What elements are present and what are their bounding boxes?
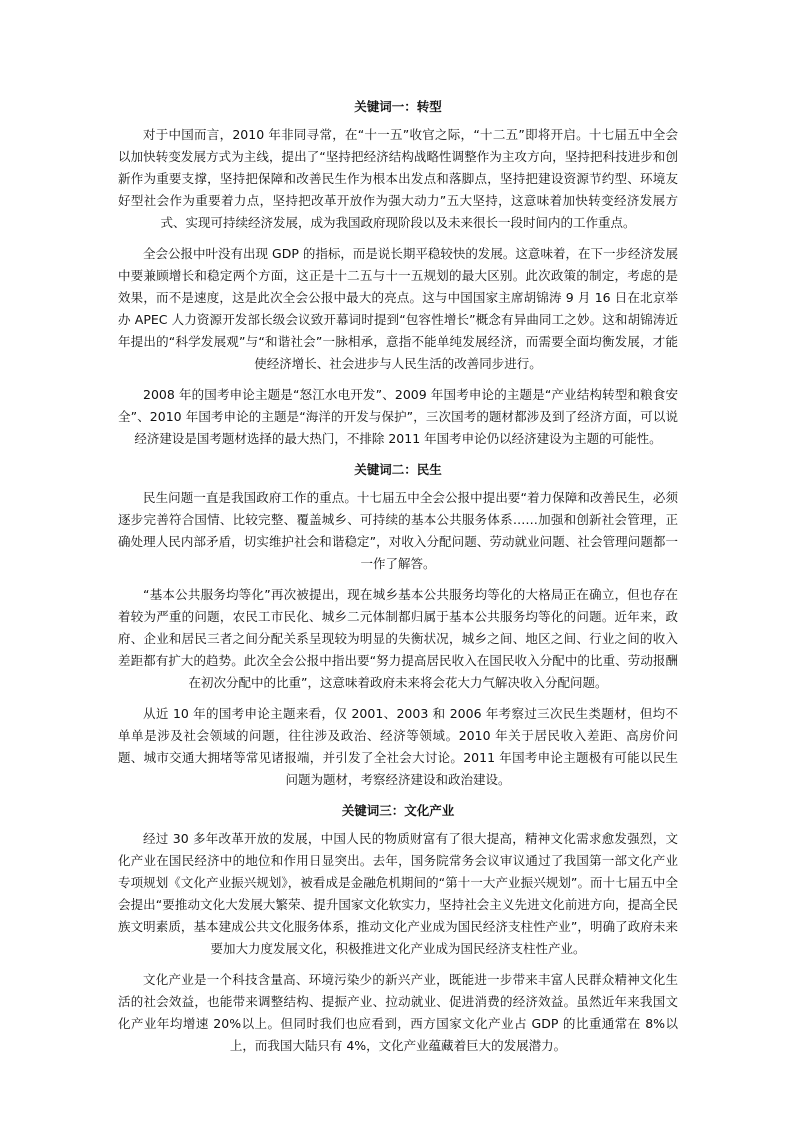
paragraph: 全会公报中叶没有出现 GDP 的指标，而是说长期平稳较快的发展。这意味着，在下一步经济发展中要兼顾增长和稳定两个方面，这正是十二五与十一五规划的最大区别。此次政策的制定，考虑的是效果，而不是速度，这是此次全会公报中最大的亮点。这与中国国家主席胡锦涛 9 月 16 日在北京举办 APEC 人力资源开发部长级会议致开幕词时提到“包容性增长”概念有异曲同工之妙。这和胡锦涛近年提出的“科学发展观”与“和谐社会”一脉相承，意指不能单纯发展经济，而需要全面均衡发展，才能使经济增长、社会进步与人民生活的改善同步进行。 (118, 246, 678, 371)
paragraph: 文化产业是一个科技含量高、环境污染少的新兴产业，既能进一步带来丰富人民群众精神文化生活的社会效益，也能带来调整结构、提振产业、拉动就业、促进消费的经济效益。虽然近年来我国文化产业年均增速 20%以上。但同时我们也应看到，西方国家文化产业占 GDP 的比重通常在 8%以上，而我国大陆只有 4%，文化产业蕴藏着巨大的发展潜力。 (118, 972, 678, 1053)
paragraph: 对于中国而言，2010 年非同寻常，在“十一五”收官之际，“十二五”即将开启。十七届五中全会以加快转变发展方式为主线，提出了“坚持把经济结构战略性调整作为主攻方向，坚持把科技进步和创新作为重要支撑，坚持把保障和改善民生作为根本出发点和落脚点，坚持把建设资源节约型、环境友好型社会作为重要着力点，坚持把改革开放作为强大动力”五大坚持，这意味着加快转变经济发展方式、实现可持续经济发展，成为我国政府现阶段以及未来很长一段时间内的工作重点。 (118, 127, 678, 230)
paragraph: 民生问题一直是我国政府工作的重点。十七届五中全会公报中提出要“着力保障和改善民生，必须逐步完善符合国情、比较完整、覆盖城乡、可持续的基本公共服务体系……加强和创新社会管理，正确处理人民内部矛盾，切实维护社会和谐稳定”，对收入分配问题、劳动就业问题、社会管理问题都一一作了解答。 (118, 490, 678, 571)
document-page (118, 96, 678, 1057)
paragraph: “基本公共服务均等化”再次被提出，现在城乡基本公共服务均等化的大格局正在确立，但也存在着较为严重的问题，农民工市民化、城乡二元体制都归属于基本公共服务均等化的问题。近年来，政府、企业和居民三者之间分配关系呈现较为明显的失衡状况，城乡之间、地区之间、行业之间的收入差距都有扩大的趋势。此次全会公报中指出要“努力提高居民收入在国民收入分配中的比重、劳动报酬在初次分配中的比重”，这意味着政府未来将会花大力气解决收入分配问题。 (118, 587, 678, 690)
section-heading: 关键词三：文化产业 (341, 803, 455, 818)
section-heading: 关键词一：转型 (354, 99, 442, 114)
paragraph: 2008 年的国考申论主题是“怒江水电开发”、2009 年国考申论的主题是“产业结构转型和粮食安全”、2010 年国考申论的主题是“海洋的开发与保护”，三次国考的题材都涉及到了经济方面，可以说经济建设是国考题材选择的最大热门，不排除 2011 年国考申论仍以经济建设为主题的可能性。 (118, 387, 678, 446)
paragraph: 从近 10 年的国考申论主题来看，仅 2001、2003 和 2006 年考察过三次民生类题材，但均不单单是涉及社会领域的问题，往往涉及政治、经济等领域。2010 年关于居民收入差距、高房价问题、城市交通大拥堵等常见诸报端，并引发了全社会大讨论。2011 年国考申论主题极有可能以民生问题为题材，考察经济建设和政治建设。 (118, 706, 678, 787)
paragraph: 经过 30 多年改革开放的发展，中国人民的物质财富有了很大提高，精神文化需求愈发强烈，文化产业在国民经济中的地位和作用日显突出。去年，国务院常务会议审议通过了我国第一部文化产业专项规划《文化产业振兴规划》，被看成是金融危机期间的“第十一大产业振兴规划”。而十七届五中全会提出“要推动文化大发展大繁荣、提升国家文化软实力，坚持社会主义先进文化前进方向，提高全民族文明素质，基本建成公共文化服务体系，推动文化产业成为国民经济支柱性产业”，明确了政府未来要加大力度发展文化，积极推进文化产业成为国民经济支柱性产业。 (118, 831, 678, 956)
section-heading: 关键词二：民生 (354, 462, 442, 477)
